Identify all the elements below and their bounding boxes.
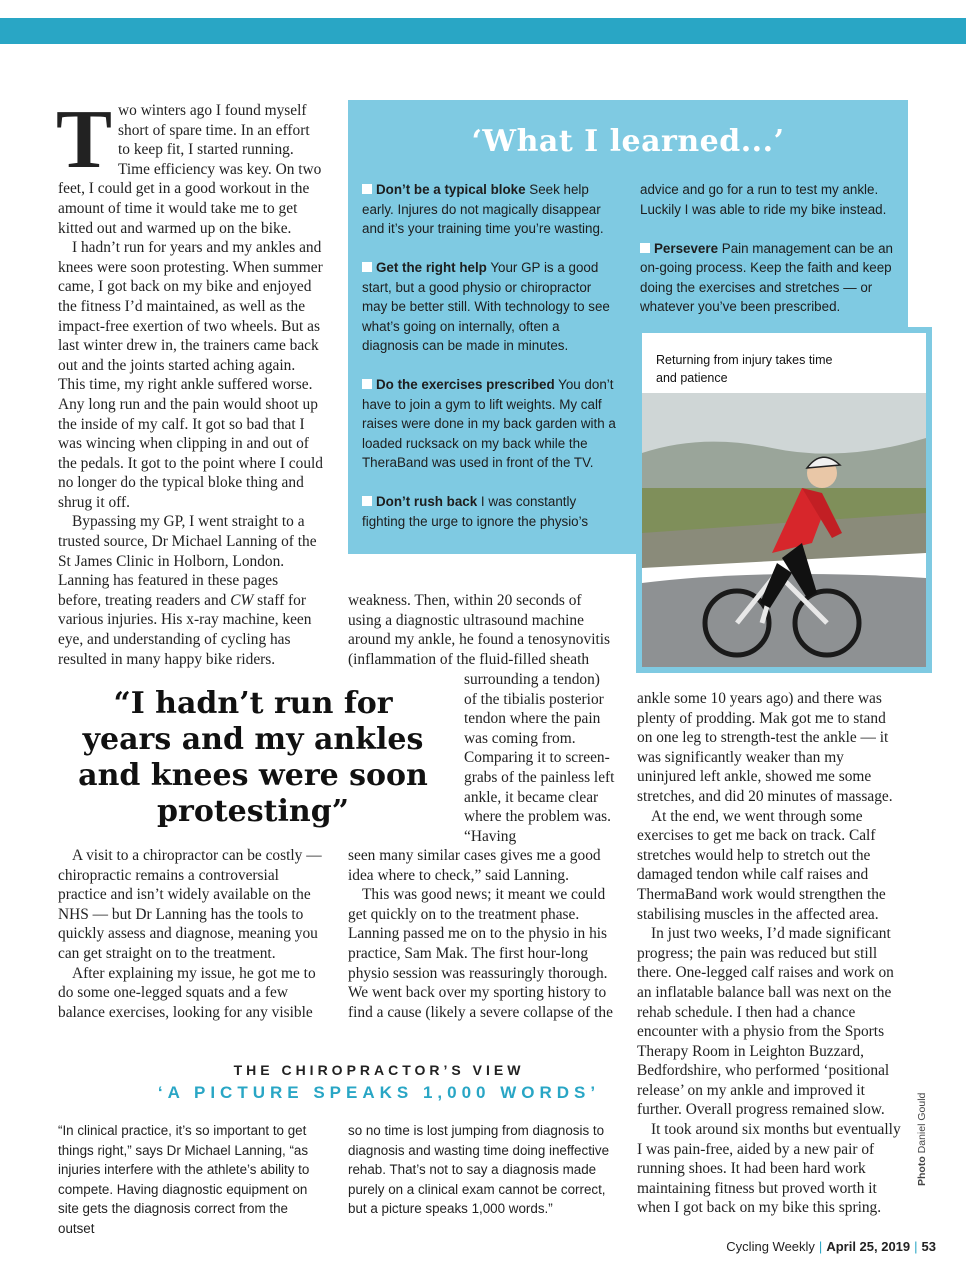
learned-continuation: advice and go for a run to test my ankle. Luckily I was able to ride my bike instead. <box>640 182 887 217</box>
page-number: 53 <box>921 1239 936 1254</box>
body-paragraph: At the end, we went through some exercises to get me back on track. Calf stretches would help to stretch out the damaged tendon while calf raises and ThermaBand work would strengthen the stabilising muscles in the affected area. <box>637 807 886 923</box>
chiro-title: ‘A PICTURE SPEAKS 1,000 WORDS’ <box>157 1083 601 1102</box>
learned-item: Don’t be a typical bloke Seek help early. Injures do not magically disappear and it’s your training time you’re wasting. <box>362 182 604 236</box>
bullet-square-icon <box>362 262 372 272</box>
photo-credit: Photo Daniel Gould <box>916 1092 928 1186</box>
body-paragraph: In just two weeks, I’d made significant progress; the pain was reduced but still there. One-legged calf raises and work on an inflatable balance ball was next on the rehab schedule. I then had a chance encounter with a physio from the Sports Therapy Room in Leighton Buzzard, Bedfordshire, who performed ‘positional release’ on my ankle and improved it further. Overall progress remained slow. <box>637 925 894 1119</box>
article-column-3 <box>637 689 905 1218</box>
pull-quote: “I hadn’t run for years and my ankles and knees were soon protesting” <box>78 686 428 829</box>
body-paragraph: weakness. Then, within 20 seconds of using a diagnostic ultrasound machine around my ankle, he found a tenosynovitis (inflammation of the fluid-filled sheath <box>348 592 611 668</box>
article-column-2-wrap <box>464 670 616 846</box>
chiro-column-1: “In clinical practice, it’s so important to get things right,” says Dr Michael Lanning, “as injuries interfere with the athlete’s ability to compete. Having diagnostic equipment on site gets the diagnosis correct from the outset <box>58 1123 310 1236</box>
magazine-name: Cycling Weekly <box>726 1239 815 1254</box>
top-color-bar <box>0 18 966 44</box>
article-column-1 <box>56 93 324 669</box>
body-paragraph: After explaining my issue, he got me to do some one-legged squats and a few balance exercises, looking for any visible <box>58 964 316 1021</box>
bullet-square-icon <box>362 184 372 194</box>
page-footer: Cycling Weekly | April 25, 2019 | 53 <box>726 1239 936 1254</box>
article-column-2-bottom <box>348 846 616 1022</box>
article-column-2-top <box>348 591 616 669</box>
bullet-square-icon <box>362 496 372 506</box>
drop-cap: T <box>56 93 113 186</box>
body-paragraph: Bypassing my GP, I went straight to a trusted source, Dr Michael Lanning of the St James Clinic in Holborn, London. Lanning has featured in these pages before, treating readers and CW staff for various injuries. His x-ray machine, keen eye, and understanding of cycling has resulted in many happy bike riders. <box>58 513 317 668</box>
body-paragraph: seen many similar cases gives me a good idea where to check,” said Lanning. <box>348 847 601 884</box>
learned-item: Don’t rush back I was constantly fighting the urge to ignore the physio’s <box>362 494 589 529</box>
body-paragraph: A visit to a chiropractor can be costly — chiropractic remains a controversial practice and isn’t widely available on the NHS — but Dr Lanning has the tools to quickly assess and diagnose, meaning you can get straight on to the treatment. <box>58 847 322 962</box>
body-paragraph: It took around six months but eventually I was pain-free, aided by a new pair of running shoes. It had been hard work maintaining fitness but proved worth it when I got back on my bike this spring. <box>637 1121 901 1217</box>
cyclist-illustration <box>642 393 926 667</box>
bullet-square-icon <box>640 243 650 253</box>
learned-item: Get the right help Your GP is a good start, but a good physio or chiropractor may be better still. With technology to see what’s going on internally, often a diagnosis can be made in minutes. <box>362 260 610 353</box>
cyclist-photo <box>642 333 926 667</box>
issue-date: April 25, 2019 <box>826 1239 911 1254</box>
chiro-column-2: so no time is lost jumping from diagnosis to diagnosis and wasting time doing ineffective rehab. That’s not to say a diagnosis made purely on a clinical exam cannot be correct, but a picture speaks 1,000 words.” <box>348 1123 610 1216</box>
photo-caption: Returning from injury takes time and patience <box>656 353 833 385</box>
bullet-square-icon <box>362 379 372 389</box>
photo-frame <box>636 327 932 673</box>
intro-paragraph: Two winters ago I found myself short of spare time. In an effort to keep fit, I started running. Time efficiency was key. On two feet, I could get in a good workout in the amount of time it would take me to get kitted out and warmed up on the bike. <box>56 93 322 237</box>
body-paragraph: ankle some 10 years ago) and there was plenty of prodding. Mak got me to stand on one leg to strength-test the ankle — it was significantly weaker than my uninjured left ankle, showed me some stretches, and did 20 minutes of massage. <box>637 690 893 805</box>
chiro-kicker: THE CHIROPRACTOR’S VIEW <box>233 1062 525 1078</box>
learned-item: Do the exercises prescribed You don’t have to join a gym to lift weights. My calf raises were done in my back garden with a loaded rucksack on my back while the TheraBand was used in front of the TV. <box>362 377 616 470</box>
learned-item: Persevere Pain management can be an on-going process. Keep the faith and keep doing the exercises and stretches — or whatever you’ve been prescribed. <box>640 240 893 314</box>
body-paragraph: This was good news; it meant we could get quickly on to the treatment phase. Lanning passed me on to the physio in his practice, Sam Mak. The first hour-long physio session was reassuringly thorough. We went back over my sporting history to find a cause (likely a severe collapse of the <box>348 886 613 1021</box>
learned-title: ‘What I learned...’ <box>471 124 785 159</box>
article-column-1-bottom <box>58 846 324 1022</box>
body-paragraph: surrounding a tendon) of the tibialis posterior tendon where the pain was coming from. Comparing it to screen-grabs of the painless left ankle, it became clear where the problem was. “Having <box>464 671 615 845</box>
learned-column-right <box>640 180 902 336</box>
body-paragraph: I hadn’t run for years and my ankles and knees were soon protesting. When summer came, I got back on my bike and enjoyed the fitness I’d maintained, as well as the impact-free exertion of two wheels. But as last winter drew in, the trainers came back out and the joints started aching again. This time, my right ankle suffered worse. Any long run and the pain would shoot up the inside of my calf. It got so bad that I was wincing when clipping in and out of the pedals. It got to the point where I could no longer do the typical bloke thing and shrug it off. <box>58 239 323 511</box>
learned-column-left <box>362 180 618 551</box>
